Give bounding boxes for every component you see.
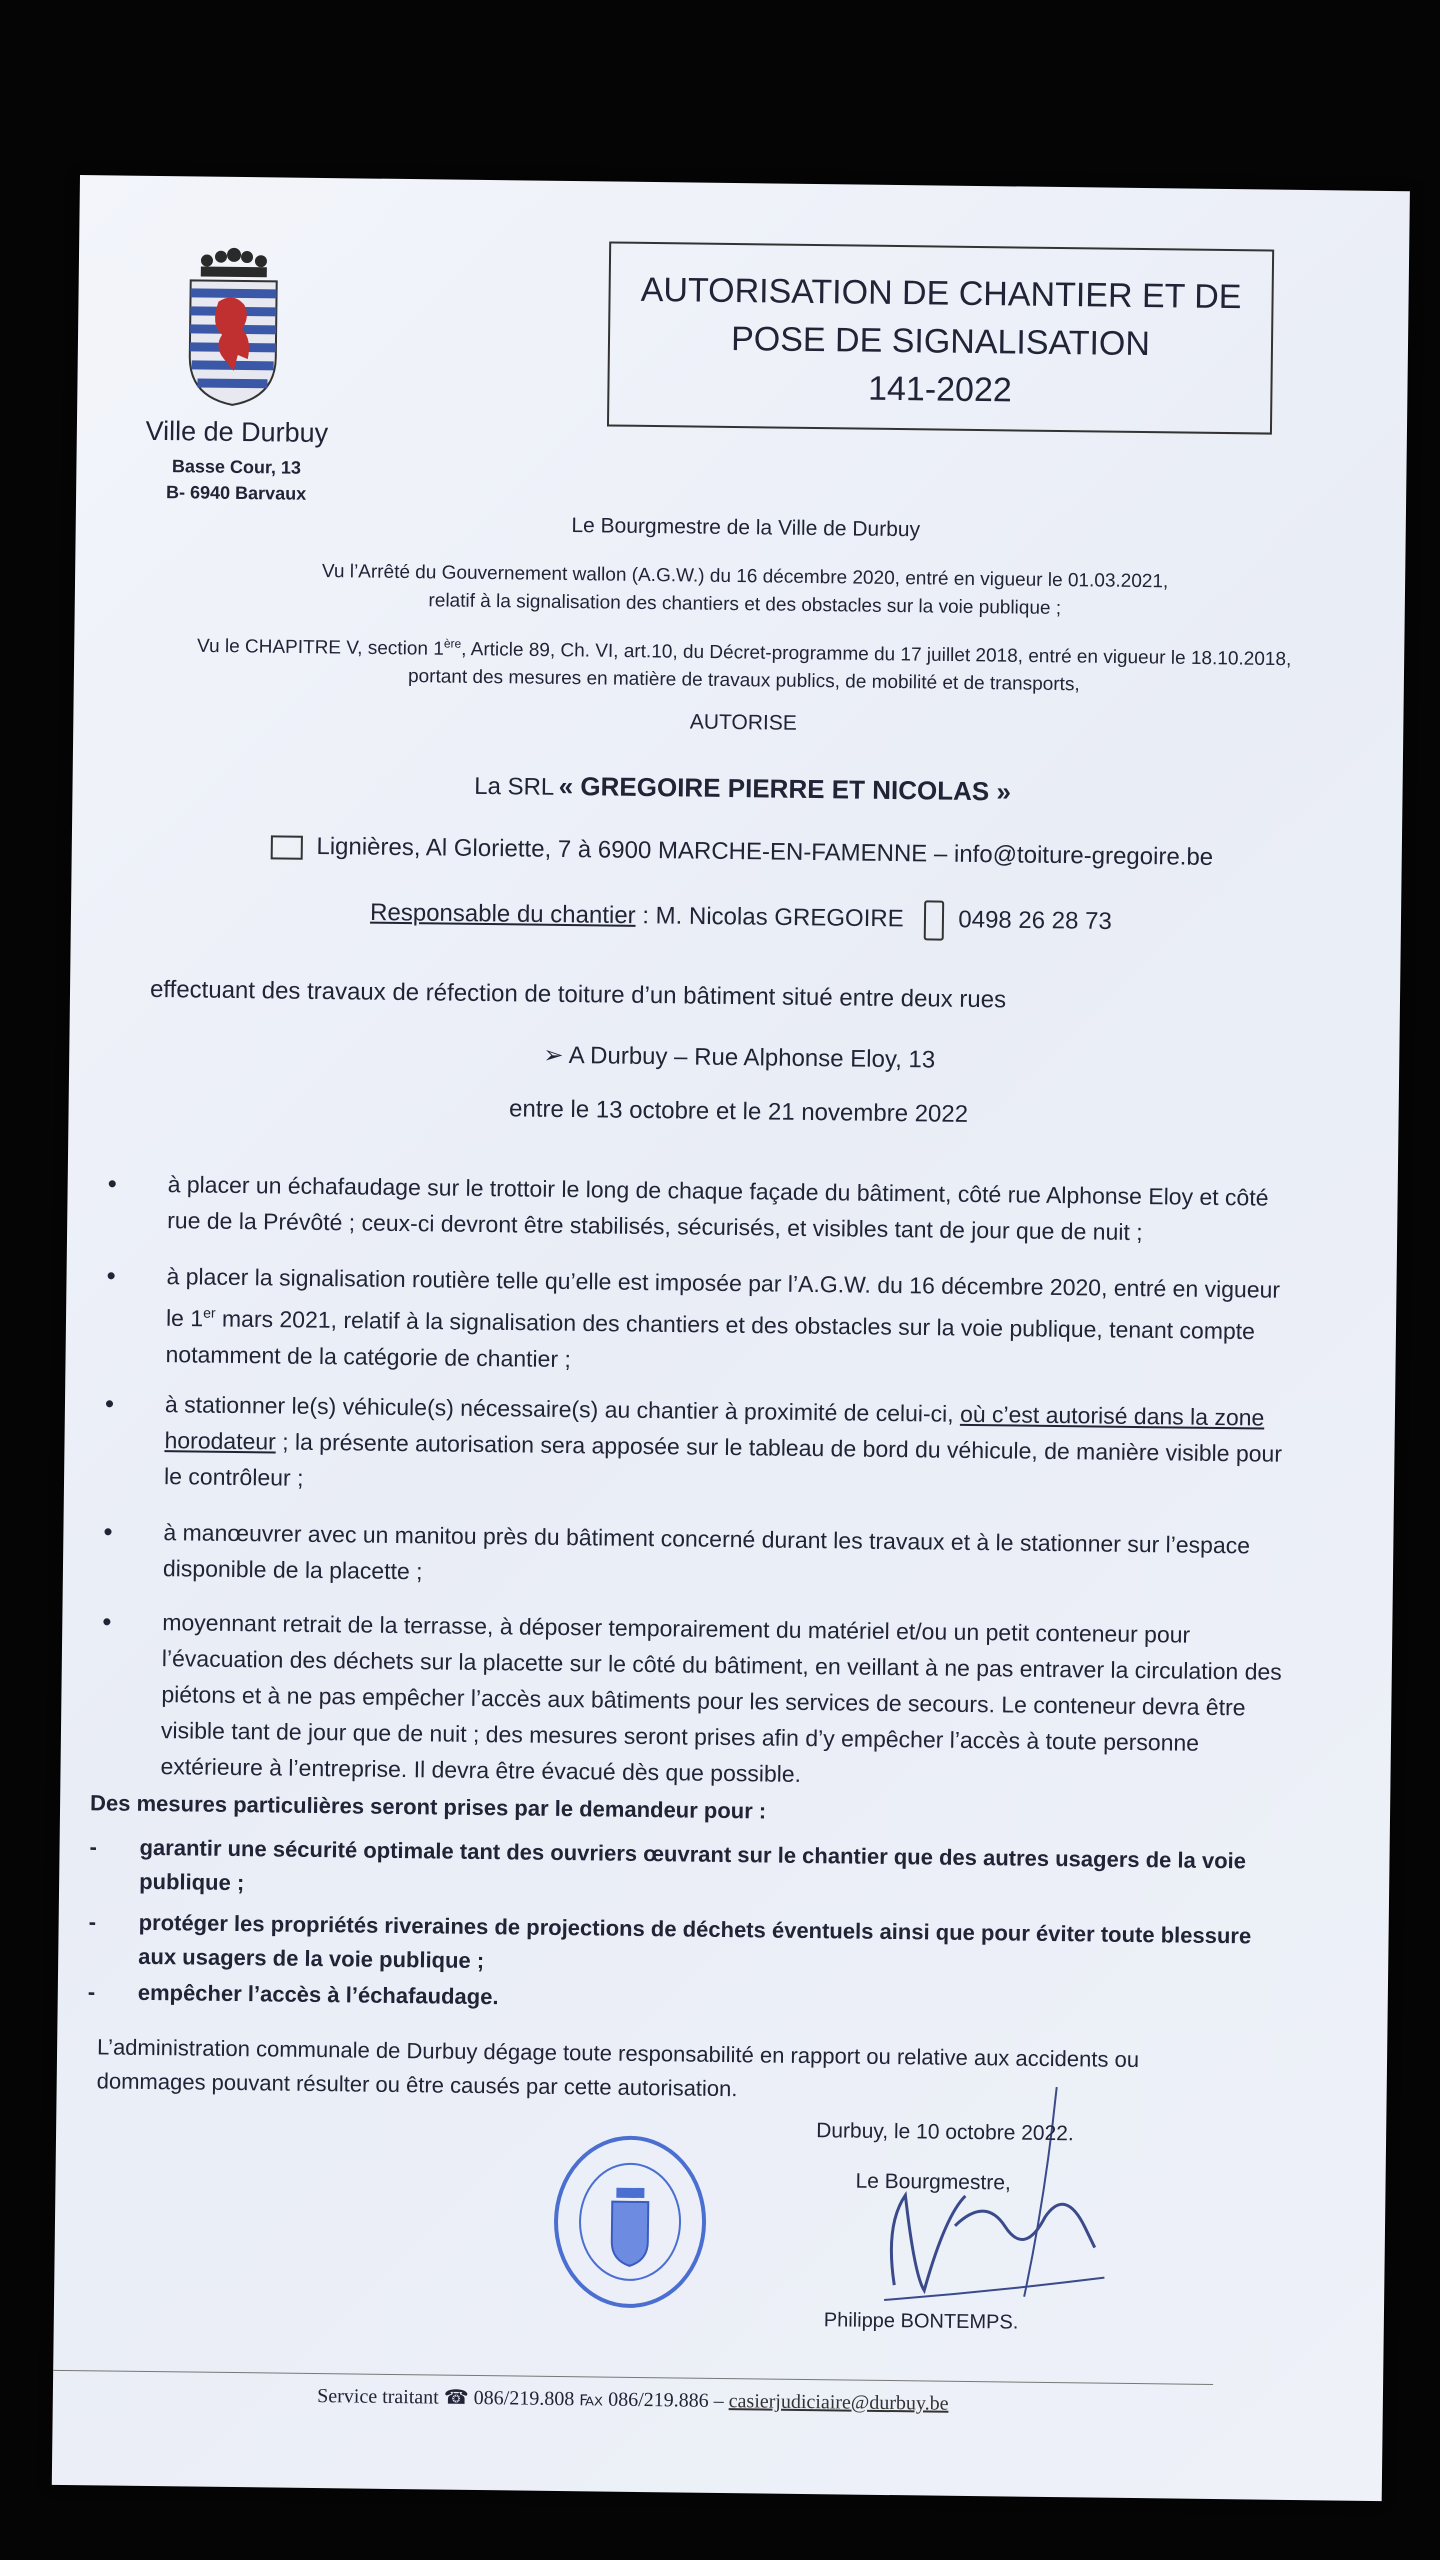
vu1-line1: Vu l’Arrêté du Gouvernement wallon (A.G.W.) du 16 décembre 2020, entré en vigueur le 01.03.2021, xyxy=(321,560,1169,593)
bullet-item-5 xyxy=(102,1603,1333,1787)
dash-bullet: - xyxy=(88,1909,97,1935)
arrow-bullet-icon: ➢ xyxy=(543,1041,569,1070)
disclaimer xyxy=(97,2030,1328,2113)
footer-fax: 086/219.886 – xyxy=(608,2388,724,2413)
footer-phone: 086/219.808 xyxy=(473,2386,575,2411)
bullet-1-line2: rue de la Prévôté ; ceux-ci devront être stabilisés, sécurisés, et visibles tant de jour que de nuit ; xyxy=(167,1207,1143,1246)
responsible-name: : M. Nicolas GREGOIRE xyxy=(635,902,904,933)
authority-line: Le Bourgmestre de la Ville de Durbuy xyxy=(571,514,921,542)
signature-role: Le Bourgmestre, xyxy=(855,2169,1011,2195)
durbuy-crest-icon xyxy=(177,246,289,407)
vu2-after: , Article 89, Ch. VI, art.10, du Décret-programme du 17 juillet 2018, entré en vigueur le 18.10.2018, xyxy=(461,639,1292,671)
works-period: entre le 13 octobre et le 21 novembre 2022 xyxy=(508,1095,969,1128)
works-location-line xyxy=(149,1036,1329,1079)
bullet-5-line4: visible tant de jour que de nuit ; des mesures seront prises afin d’y empêcher l’accès à toute personne xyxy=(160,1717,1200,1756)
footer-email-link[interactable]: casierjudiciaire@durbuy.be xyxy=(728,2390,949,2415)
footer xyxy=(53,2380,1213,2419)
document-page xyxy=(52,175,1410,2501)
bullet-2-line1: à placer la signalisation routière telle qu’elle est imposée par l’A.G.W. du 16 décembre 2020, entré en vigueur xyxy=(166,1263,1281,1303)
measure-1-line1: garantir une sécurité optimale tant des ouvriers œuvrant sur le chantier que des autres usagers de la voie xyxy=(139,1834,1247,1874)
town-name: Ville de Durbuy xyxy=(145,415,329,449)
bullet-item-1 xyxy=(107,1165,1338,1246)
autorise-heading: AUTORISE xyxy=(689,710,797,735)
town-block xyxy=(126,416,347,508)
company-line xyxy=(152,766,1332,811)
fax-icon: ℻ xyxy=(579,2388,604,2411)
company-prefix: La SRL xyxy=(474,772,555,801)
vu2-sup: ère xyxy=(443,636,462,651)
signature-name: Philippe BONTEMPS. xyxy=(823,2309,1019,2334)
measures-heading: Des mesures particulières seront prises par le demandeur pour : xyxy=(89,1790,767,1824)
vu1-line2: relatif à la signalisation des chantiers et des obstacles sur la voie publique ; xyxy=(428,590,1062,620)
bullet-4-line2: disponible de la placette ; xyxy=(162,1555,423,1585)
bullet-5-line1: moyennant retrait de la terrasse, à déposer temporairement du matériel et/ou un petit conteneur pour xyxy=(162,1609,1191,1648)
bullet-dot: • xyxy=(102,1606,112,1637)
bullet-item-2 xyxy=(106,1257,1337,1372)
company-address-line xyxy=(152,831,1332,873)
bullet-2-line3: notamment de la catégorie de chantier ; xyxy=(165,1340,572,1372)
title-box xyxy=(607,241,1274,434)
bullet-item-4 xyxy=(103,1513,1334,1585)
vu2-line2: portant des mesures en matière de travaux publics, de mobilité et de transports, xyxy=(407,666,1080,696)
handwritten-signature-icon xyxy=(854,2075,1137,2328)
responsible-phone: 0498 26 28 73 xyxy=(958,906,1112,936)
bullet-dot: • xyxy=(107,1168,117,1199)
measure-2-line1: protéger les propriétés riveraines de projections de déchets éventuels ainsi que pour éviter toute blessure xyxy=(138,1909,1252,1949)
dash-bullet: - xyxy=(89,1834,98,1860)
measure-1-line2: publique ; xyxy=(139,1868,245,1896)
bullet-dot: • xyxy=(106,1260,116,1291)
vu1 xyxy=(155,556,1336,626)
mobile-phone-icon xyxy=(924,900,944,940)
bullet-5-line5: extérieure à l’entreprise. Il devra être évacué dès que possible. xyxy=(160,1753,802,1787)
works-location: A Durbuy – Rue Alphonse Eloy, 13 xyxy=(568,1042,936,1074)
measure-3-line1: empêcher l’accès à l’échafaudage. xyxy=(137,1979,499,2010)
bullet-5-line2: l’évacuation des déchets sur la placette sur le côté du bâtiment, en veillant à ne pas entraver la circulation des xyxy=(161,1645,1282,1685)
company-name: « GREGOIRE PIERRE ET NICOLAS » xyxy=(558,770,1012,807)
bullet-4-line1: à manœuvrer avec un manitou près du bâtiment concerné durant les travaux et à le stationner sur l’espace xyxy=(163,1519,1251,1559)
vu2-before: Vu le CHAPITRE V, section 1 xyxy=(196,635,444,660)
bullet-3-line3: le contrôleur ; xyxy=(163,1463,304,1491)
bullet-3-line1a: à stationner le(s) véhicule(s) nécessaire(s) au chantier à proximité de celui-ci, xyxy=(164,1391,961,1427)
measure-item-1 xyxy=(89,1830,1330,1896)
bullet-5-line3: piétons et à ne pas empêcher l’accès aux bâtiments pour les services de secours. Le conteneur devra être xyxy=(161,1681,1246,1721)
address-card-icon xyxy=(270,835,302,859)
title-number: 141-2022 xyxy=(867,369,1013,410)
bullet-2-line2b: mars 2021, relatif à la signalisation des chantiers et des obstacles sur la voie publique, tenant compte xyxy=(215,1305,1256,1345)
responsible-label: Responsable du chantier xyxy=(369,898,636,930)
bullet-dot: • xyxy=(103,1516,113,1547)
disclaimer-line1: L’administration communale de Durbuy dégage toute responsabilité en rapport ou relative aux accidents ou xyxy=(96,2034,1140,2073)
bullet-3-line2b: ; la présente autorisation sera apposée sur le tableau de bord du véhicule, de manière visible pour xyxy=(275,1428,1283,1467)
title-line2: POSE DE SIGNALISATION xyxy=(730,319,1151,364)
bullet-1-line1: à placer un échafaudage sur le trottoir le long de chaque façade du bâtiment, côté rue Alphonse Eloy et côté xyxy=(167,1171,1269,1211)
bullet-3-line2u: horodateur xyxy=(164,1427,276,1455)
bullet-3-line1u: où c’est autorisé dans la zone xyxy=(959,1400,1265,1431)
town-address-line1: Basse Cour, 13 xyxy=(171,456,302,478)
municipal-stamp-icon xyxy=(549,2131,711,2313)
bullet-dot: • xyxy=(104,1388,115,1419)
bullet-2-line2a: le 1 xyxy=(165,1304,204,1332)
bullet-item-3 xyxy=(104,1385,1335,1491)
vu2 xyxy=(114,625,1375,703)
town-address-line2: B- 6940 Barvaux xyxy=(165,482,307,504)
company-address: Lignières, Al Gloriette, 7 à 6900 MARCHE-EN-FAMENNE – info@toiture-gregoire.be xyxy=(316,832,1214,871)
works-description: effectuant des travaux de réfection de toiture d’un bâtiment situé entre deux rues xyxy=(149,975,1007,1014)
bullet-2-sup: er xyxy=(203,1304,216,1321)
responsible-line xyxy=(151,891,1331,945)
footer-service: Service traitant xyxy=(317,2385,439,2409)
phone-icon: ☎ xyxy=(443,2386,469,2409)
measure-2-line2: aux usagers de la voie publique ; xyxy=(138,1943,485,1974)
dash-bullet: - xyxy=(87,1979,96,2005)
signature-date: Durbuy, le 10 octobre 2022. xyxy=(816,2119,1074,2146)
disclaimer-line2: dommages pouvant résulter ou être causés par cette autorisation. xyxy=(96,2068,738,2102)
title-line1: AUTORISATION DE CHANTIER ET DE xyxy=(640,270,1242,317)
